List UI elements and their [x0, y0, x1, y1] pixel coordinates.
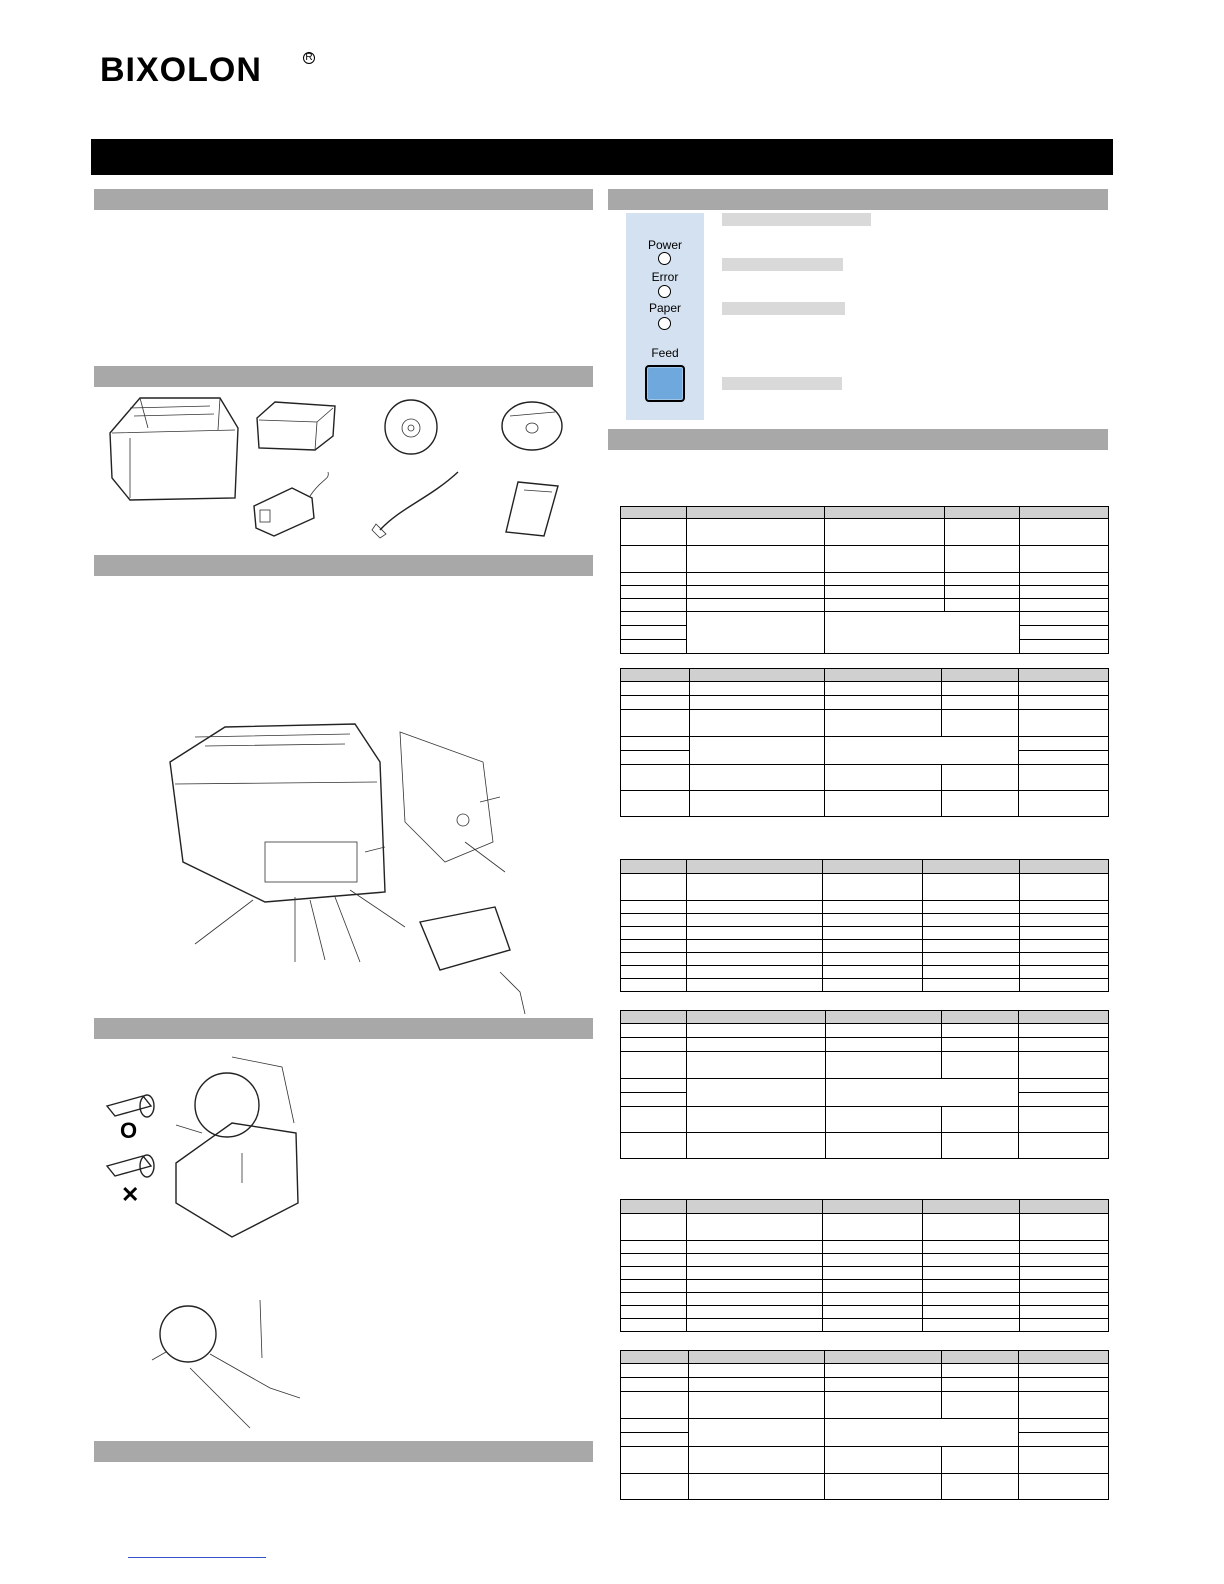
paper-led-icon	[658, 317, 671, 330]
dip-table-1	[620, 506, 1109, 654]
error-led-label: Error	[651, 270, 679, 284]
feed-button-label: Feed	[651, 346, 679, 360]
manual-icon	[504, 480, 560, 538]
dip-table-3	[620, 859, 1109, 992]
registered-mark: R	[303, 52, 315, 64]
connection-illustration	[165, 722, 535, 1017]
control-panel	[626, 213, 704, 420]
power-cord-icon	[370, 468, 460, 538]
cd-icon	[500, 398, 564, 454]
dip-table-4	[620, 1010, 1109, 1159]
sensor-illustration	[150, 1298, 300, 1430]
section-bar-2	[94, 366, 593, 387]
wrong-orientation-mark: ✕	[121, 1182, 140, 1207]
correct-orientation-mark: O	[120, 1118, 138, 1143]
error-led-icon	[658, 285, 671, 298]
section-bar-1	[94, 189, 593, 210]
printer-illustration	[100, 388, 240, 506]
brand-logo: BIXOLON	[100, 51, 262, 89]
power-led-label: Power	[647, 238, 682, 252]
title-bar	[91, 139, 1113, 175]
section-bar-4	[94, 1018, 593, 1039]
paper-loading-illustration	[172, 1053, 302, 1238]
footer-link[interactable]	[128, 1557, 266, 1558]
power-desc-stub	[722, 213, 871, 226]
section-bar-control-panel	[608, 189, 1108, 210]
cover-accessory-icon	[255, 398, 337, 453]
paper-led-label: Paper	[648, 301, 682, 315]
feed-button[interactable]	[645, 365, 685, 402]
error-desc-stub	[722, 258, 843, 271]
paper-roll-icon	[382, 398, 440, 456]
dip-table-6	[620, 1350, 1109, 1500]
section-bar-5	[94, 1441, 593, 1462]
section-bar-dip-switch	[608, 429, 1108, 450]
power-adapter-icon	[252, 468, 332, 538]
feed-desc-stub	[722, 377, 842, 390]
dip-table-5	[620, 1199, 1109, 1332]
section-bar-3	[94, 555, 593, 576]
power-led-icon	[658, 252, 671, 265]
dip-table-2	[620, 668, 1109, 817]
paper-desc-stub	[722, 302, 845, 315]
